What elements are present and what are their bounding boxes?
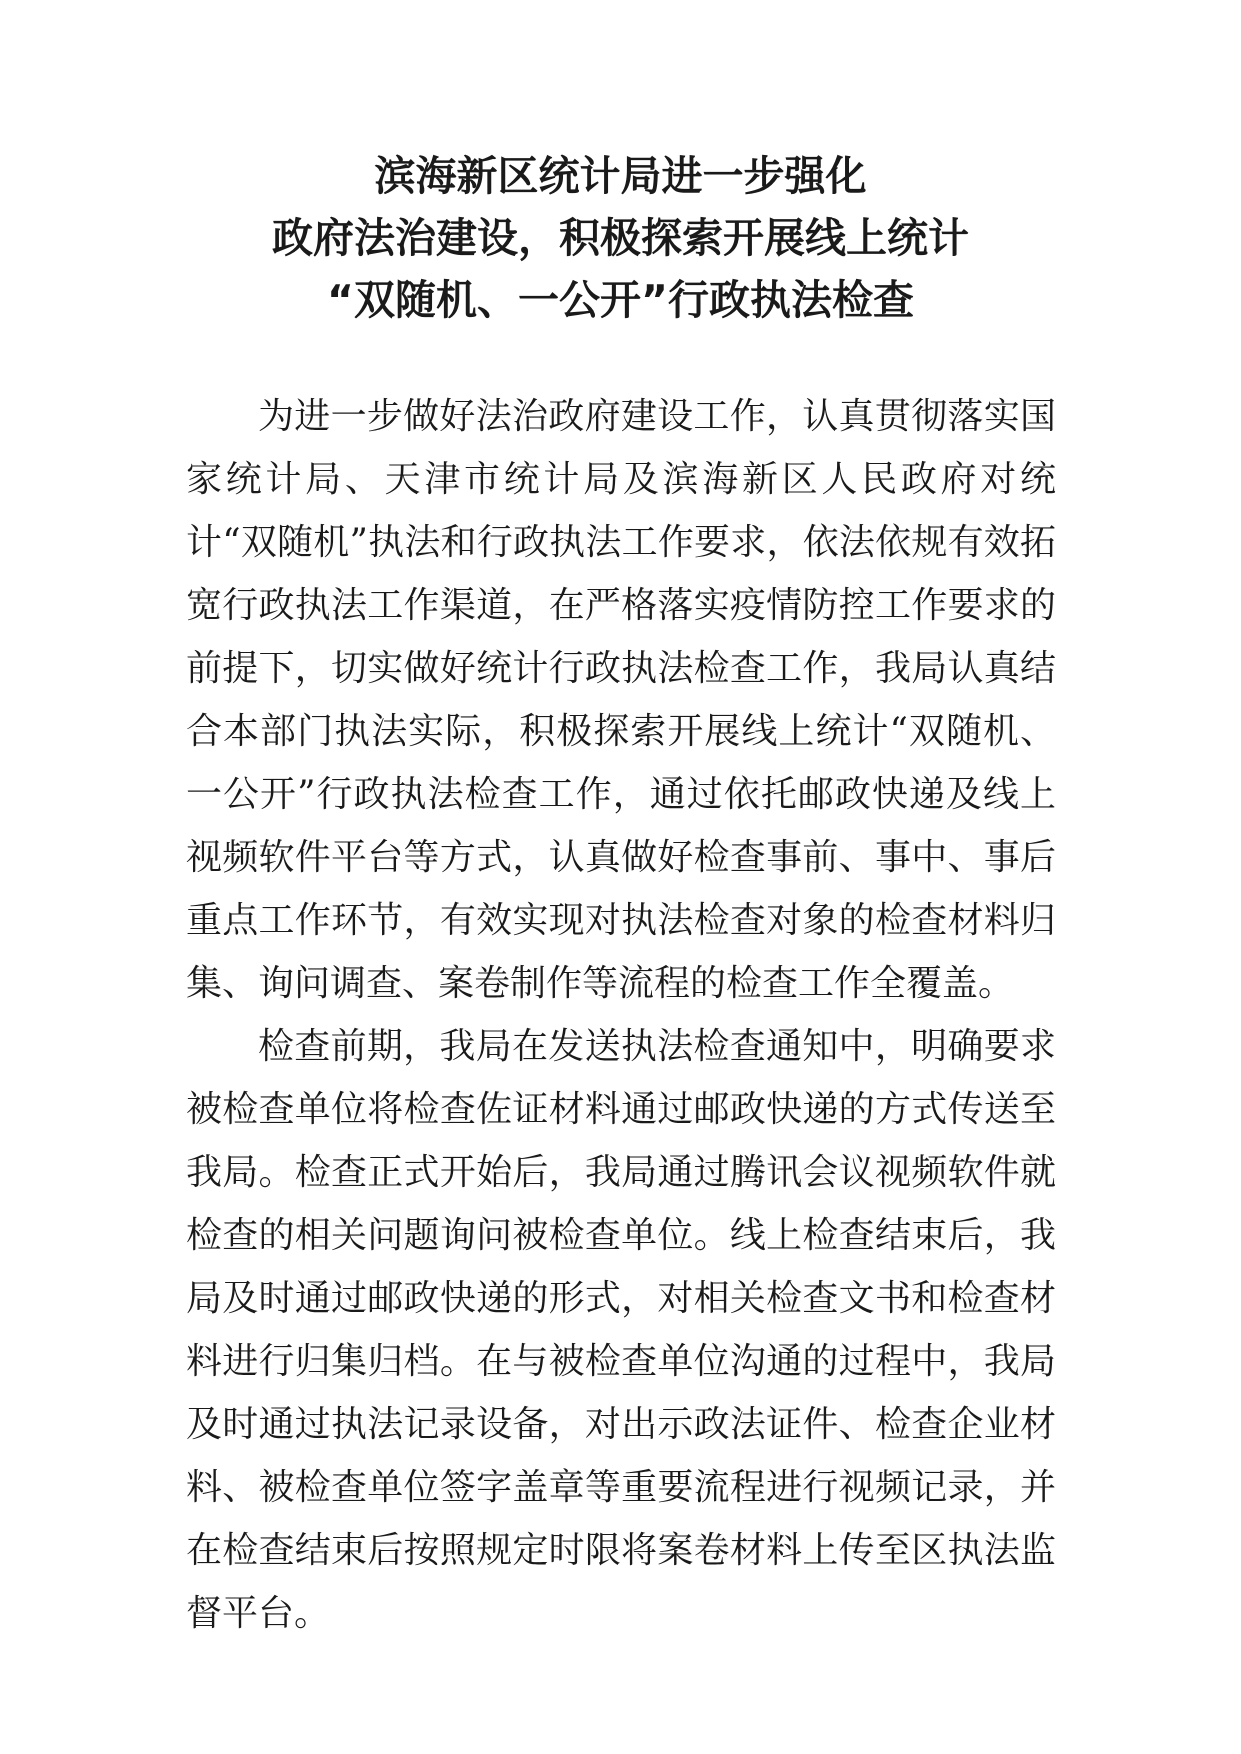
document-body [186,385,1056,1645]
document-title [150,145,1091,331]
title-line-1: 滨海新区统计局进一步强化 [374,152,867,200]
paragraph-1: 为进一步做好法治政府建设工作，认真贯彻落实国家统计局、天津市统计局及滨海新区人民政府对统计“双随机”执法和行政执法工作要求，依法依规有效拓宽行政执法工作渠道，在严格落实疫情防控工作要求的前提下，切实做好统计行政执法检查工作，我局认真结合本部门执法实际，积极探索开展线上统计“双随机、一公开”行政执法检查工作，通过依托邮政快递及线上视频软件平台等方式，认真做好检查事前、事中、事后重点工作环节，有效实现对执法检查对象的检查材料归集、询问调查、案卷制作等流程的检查工作全覆盖。 [186,396,1056,1004]
title-line-2: 政府法治建设，积极探索开展线上统计 [272,214,969,262]
title-line-3: “双随机、一公开”行政执法检查 [327,276,914,324]
paragraph-2: 检查前期，我局在发送执法检查通知中，明确要求被检查单位将检查佐证材料通过邮政快递的方式传送至我局。检查正式开始后，我局通过腾讯会议视频软件就检查的相关问题询问被检查单位。线上检查结束后，我局及时通过邮政快递的形式，对相关检查文书和检查材料进行归集归档。在与被检查单位沟通的过程中，我局及时通过执法记录设备，对出示政法证件、检查企业材料、被检查单位签字盖章等重要流程进行视频记录，并在检查结束后按照规定时限将案卷材料上传至区执法监督平台。 [186,1026,1056,1634]
